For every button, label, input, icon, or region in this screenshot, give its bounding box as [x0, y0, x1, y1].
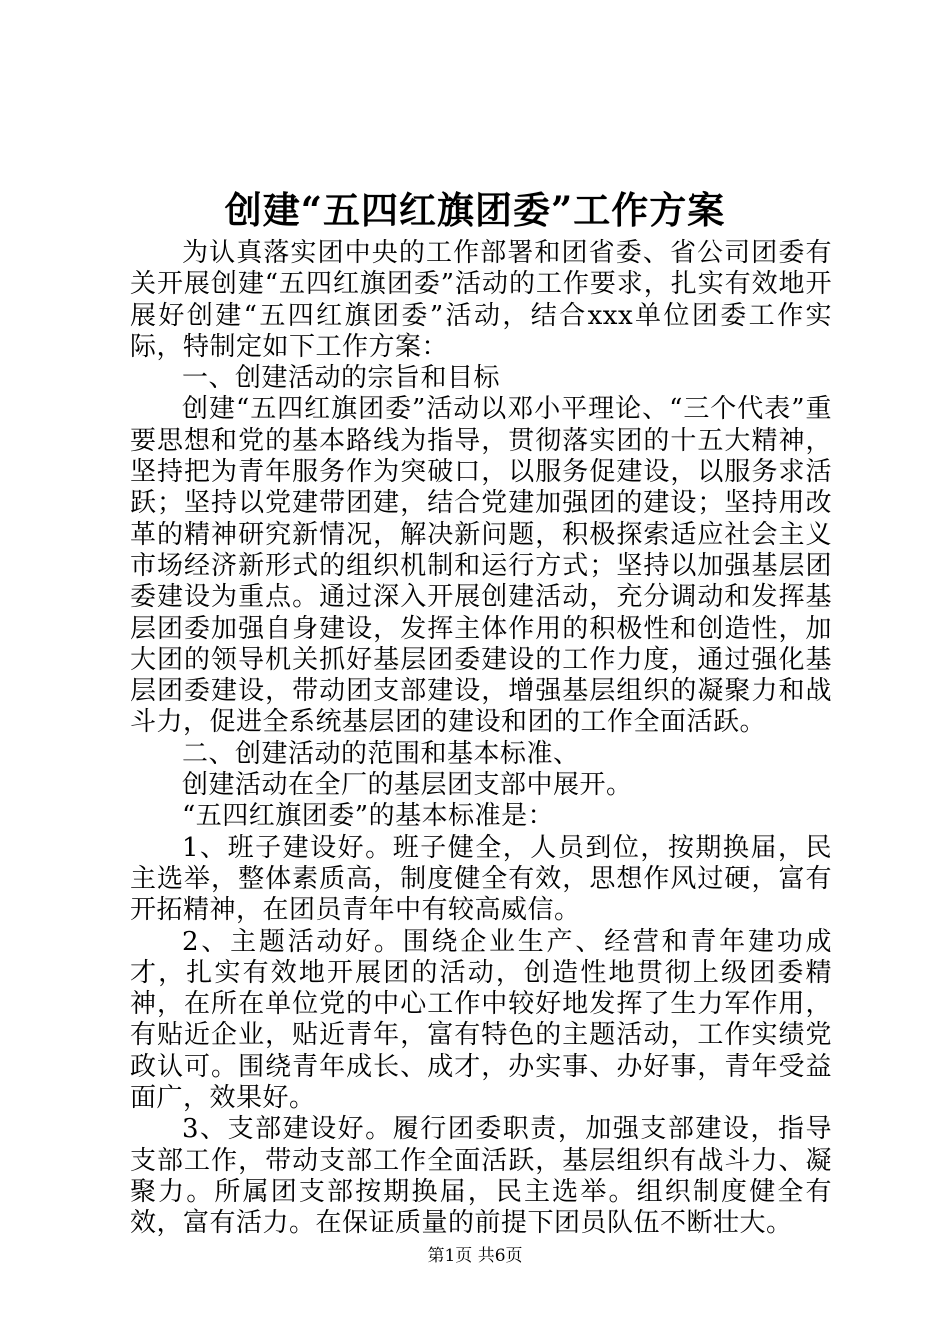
document-body: [130, 238, 832, 1240]
section-1-paragraph: 创建“五四红旗团委”活动以邓小平理论、“三个代表”重要思想和党的基本路线为指导，贯彻落实团的十五大精神，坚持把为青年服务作为突破口，以服务促建设，以服务求活跃；坚持以党建带团建，结合党建加强团的建设；坚持用改革的精神研究新情况，解决新问题，积极探索适应社会主义市场经济新形式的组织机制和运行方式；坚持以加强基层团委建设为重点。通过深入开展创建活动，充分调动和发挥基层团委加强自身建设，发挥主体作用的积极性和创造性，加大团的领导机关抓好基层团委建设的工作力度，通过强化基层团委建设，带动团支部建设，增强基层组织的凝聚力和战斗力，促进全系统基层团的建设和团的工作全面活跃。: [130, 394, 832, 738]
intro-paragraph: 为认真落实团中央的工作部署和团省委、省公司团委有关开展创建“五四红旗团委”活动的工作要求，扎实有效地开展好创建“五四红旗团委”活动，结合xxx单位团委工作实际，特制定如下工作方案：: [130, 238, 832, 362]
section-heading-1: 一、创建活动的宗旨和目标: [182, 363, 501, 394]
page-number-footer: 第1页 共6页: [427, 1246, 523, 1266]
standard-item-3: 3、支部建设好。履行团委职责，加强支部建设，指导支部工作，带动支部工作全面活跃，基层组织有战斗力、凝聚力。所属团支部按期换届，民主选举。组织制度健全有效，富有活力。在保证质量的前提下团员队伍不断壮大。: [130, 1114, 832, 1239]
standard-intro: “五四红旗团委”的基本标准是：: [182, 801, 555, 832]
scope-paragraph: 创建活动在全厂的基层团支部中展开。: [182, 770, 633, 801]
document-title: 创建“五四红旗团委”工作方案: [224, 188, 726, 232]
standard-item-2: 2、主题活动好。围绕企业生产、经营和青年建功成才，扎实有效地开展团的活动，创造性地贯彻上级团委精神，在所在单位党的中心工作中较好地发挥了生力军作用，有贴近企业，贴近青年，富有特色的主题活动，工作实绩党政认可。围绕青年成长、成才，办实事、办好事，青年受益面广，效果好。: [130, 926, 832, 1114]
standard-item-1: 1、班子建设好。班子健全，人员到位，按期换届，民主选举，整体素质高，制度健全有效，思想作风过硬，富有开拓精神，在团员青年中有较高威信。: [130, 832, 832, 926]
section-heading-2: 二、创建活动的范围和基本标准、: [182, 738, 580, 769]
